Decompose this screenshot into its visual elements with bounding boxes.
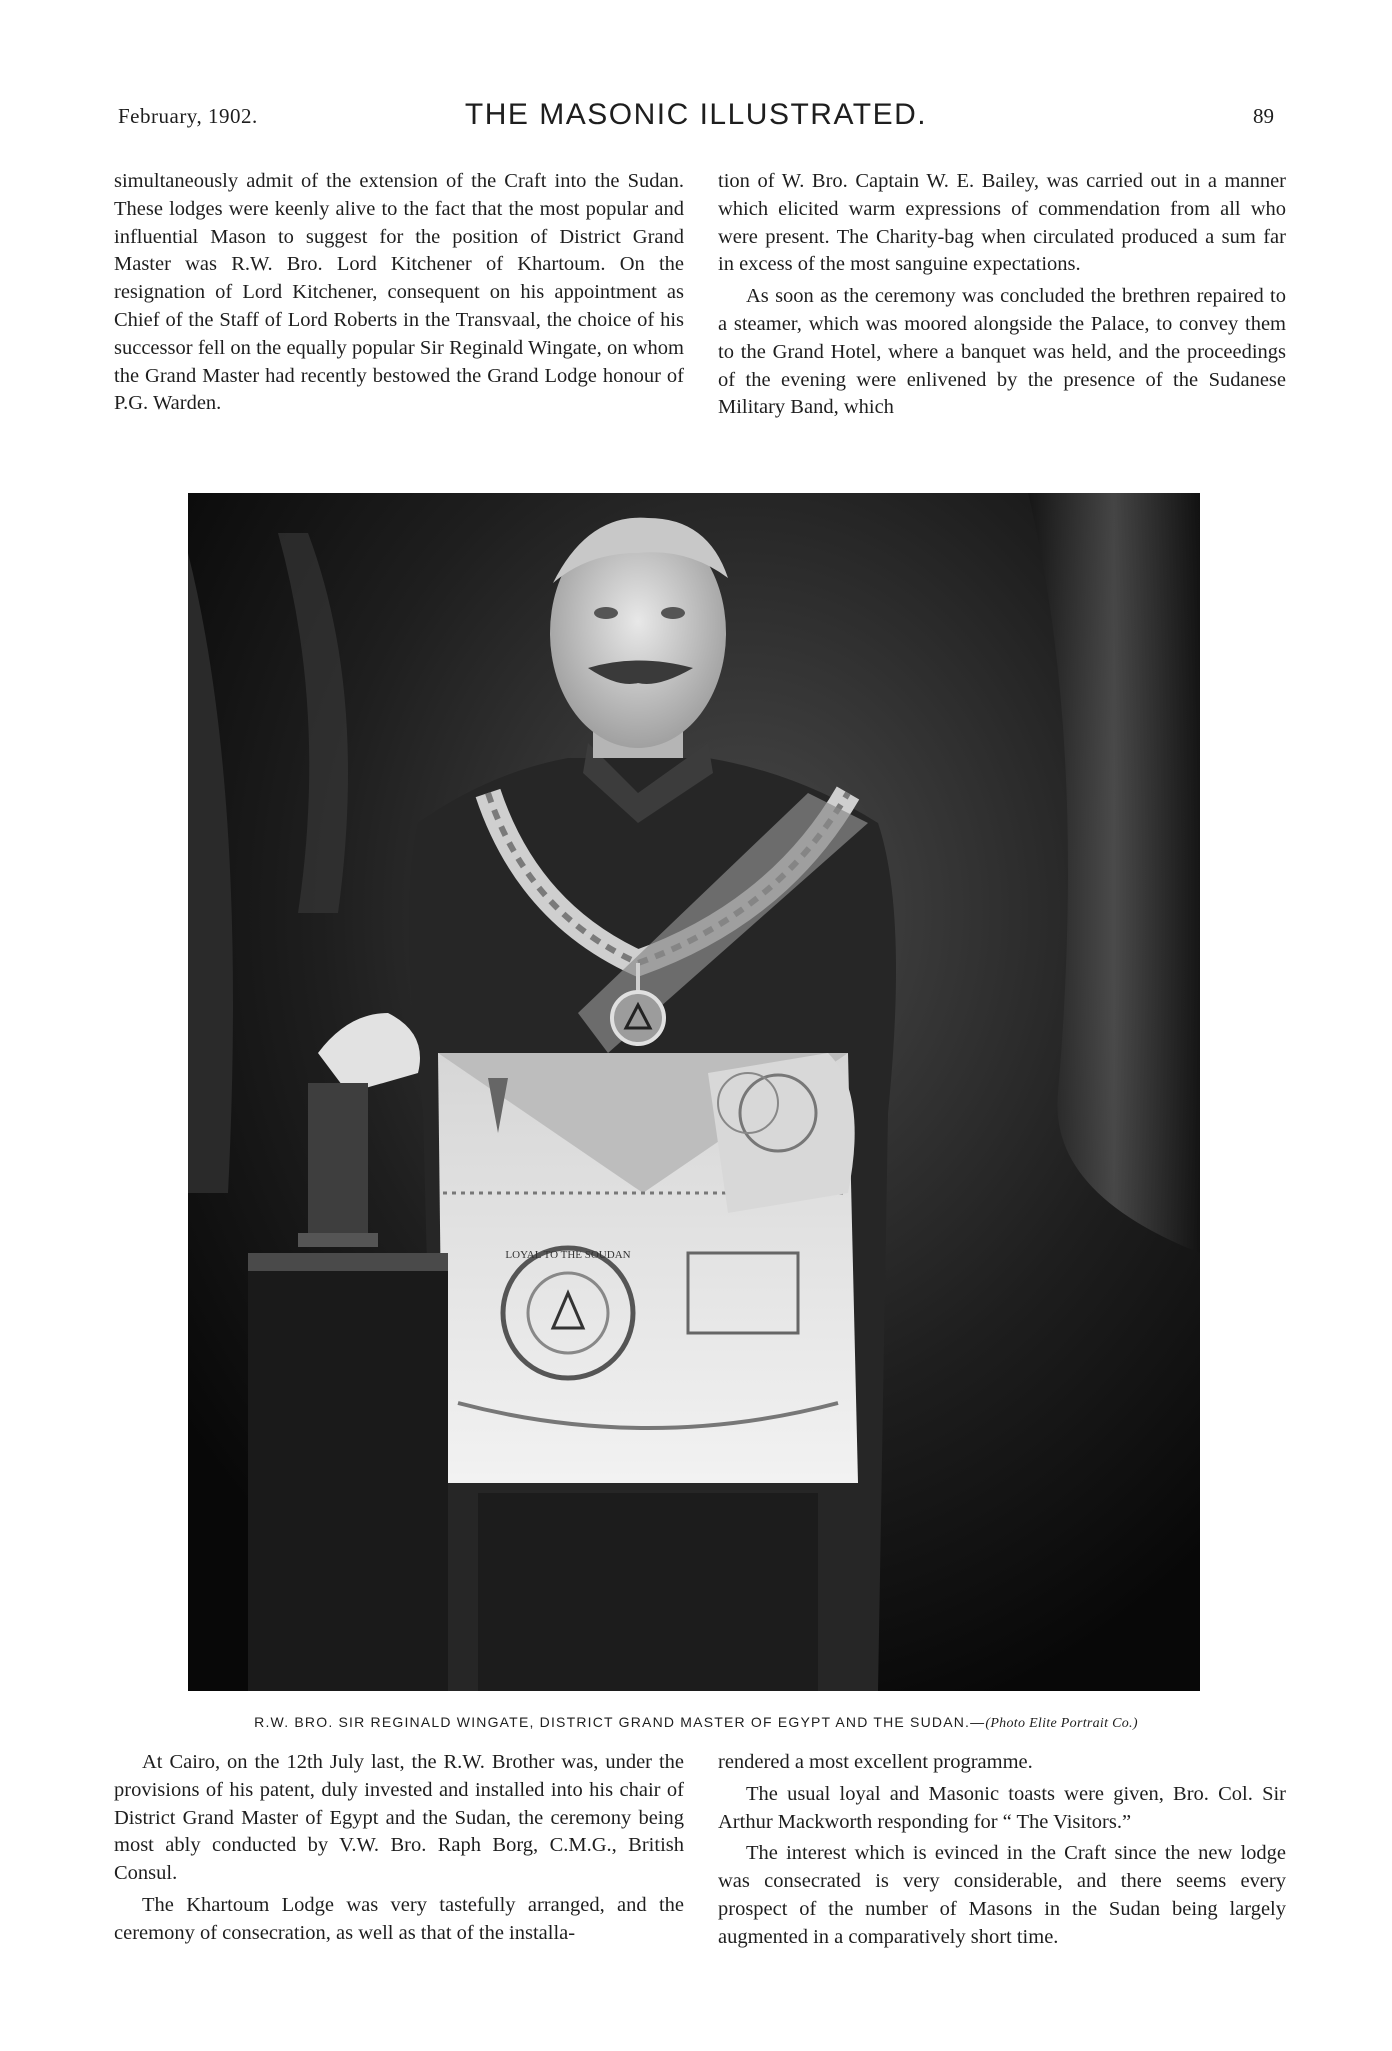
top-right-column xyxy=(718,168,1286,426)
apron-motto: LOYAL TO THE SOUDAN xyxy=(505,1249,631,1261)
bottom-left-column xyxy=(114,1749,684,1952)
paragraph: The Khartoum Lodge was very tastefully arranged, and the ceremony of consecration, as well as that of the installa- xyxy=(114,1893,684,1944)
paragraph: The interest which is evinced in the Craft since the new lodge was consecrated is very considerable, and there seems every prospect of the number of Masons in the Sudan being largely augmented in a comparatively short time. xyxy=(718,1842,1286,1948)
photo-caption xyxy=(0,1714,1392,1732)
page-header xyxy=(0,98,1392,138)
page-number: 89 xyxy=(1253,104,1274,128)
issue-date: February, 1902. xyxy=(118,104,258,128)
paragraph: At Cairo, on the 12th July last, the R.W. Brother was, under the provisions of his patent, duly invested and installed into his chair of District Grand Master of Egypt and the Sudan, the ceremony being most ably conducted by V.W. Bro. Raph Borg, C.M.G., British Consul. xyxy=(114,1751,684,1885)
portrait-illustration xyxy=(188,493,1200,1691)
paragraph: rendered a most excellent programme. xyxy=(718,1751,1033,1773)
portrait-photo xyxy=(188,493,1200,1691)
magazine-title: THE MASONIC ILLUSTRATED. xyxy=(464,98,928,131)
bottom-right-column xyxy=(718,1749,1286,1956)
caption-text: R.W. BRO. SIR REGINALD WINGATE, DISTRICT GRAND MASTER OF EGYPT AND THE SUDAN.— xyxy=(254,1714,986,1730)
top-left-column xyxy=(114,168,684,422)
paragraph: simultaneously admit of the extension of the Craft into the Sudan. These lodges were keenly alive to the fact that the most popular and influential Mason to suggest for the position of District Grand Master was R.W. Bro. Lord Kitchener of Khartoum. On the resignation of Lord Kitchener, consequent on his appointment as Chief of the Staff of Lord Roberts in the Transvaal, the choice of his successor fell on the equally popular Sir Reginald Wingate, on whom the Grand Master had recently bestowed the Grand Lodge honour of P.G. Warden. xyxy=(114,170,684,415)
photo-credit: (Photo Elite Portrait Co.) xyxy=(985,1716,1138,1731)
paragraph: As soon as the ceremony was concluded the brethren repaired to a steamer, which was moored alongside the Palace, to convey them to the Grand Hotel, where a banquet was held, and the proceedings of the evening were enlivened by the presence of the Sudanese Military Band, which xyxy=(718,285,1286,419)
paragraph: The usual loyal and Masonic toasts were given, Bro. Col. Sir Arthur Mackworth responding for “ The Visitors.” xyxy=(718,1782,1286,1833)
paragraph: tion of W. Bro. Captain W. E. Bailey, was carried out in a manner which elicited warm expressions of commendation from all who were present. The Charity-bag when circulated produced a sum far in excess of the most sanguine expectations. xyxy=(718,170,1286,276)
